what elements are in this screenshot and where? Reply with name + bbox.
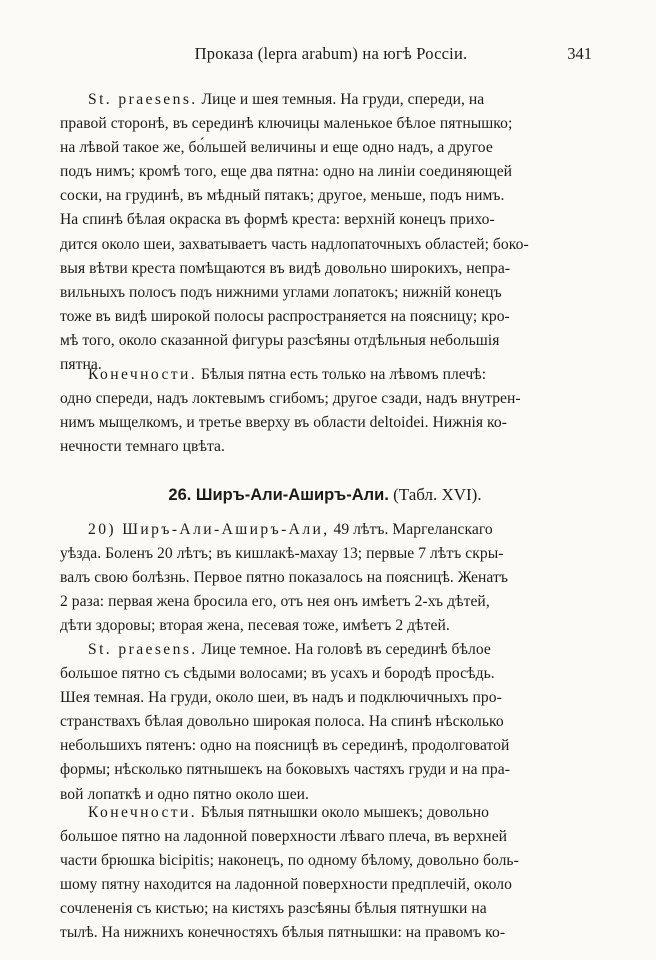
text-line: 2 раза: первая жена бросила его, отъ нея онъ имѣетъ 2-хъ дѣтей, — [60, 593, 490, 611]
line-text: Бѣлыя пятна есть только на лѣвомъ плечѣ: — [197, 366, 487, 383]
text-line: странствахъ бѣлая довольно широкая полоса. На спинѣ нѣсколько — [60, 713, 504, 731]
text-line: формы; нѣсколько пятнышекъ на боковыхъ частяхъ груди и на пра- — [60, 761, 510, 779]
text-line: большое пятно съ сѣдыми волосами; въ усахъ и бородѣ просѣдь. — [60, 665, 495, 683]
text-line: уѣзда. Боленъ 20 лѣтъ; въ кишлакѣ-махау 13; первые 7 лѣтъ скры- — [60, 545, 504, 563]
text-line: мѣ того, около сказанной фигуры разсѣяны отдѣльныя небольшія — [60, 331, 500, 349]
paragraph-status-praesens-2 — [60, 638, 590, 807]
text-line: шому пятну находится на ладонной поверхности предплечій, около — [60, 876, 512, 894]
text-line: выя вѣтви креста помѣщаются въ видѣ довольно широкихъ, непра- — [60, 259, 511, 277]
paragraph-status-praesens-1 — [60, 88, 590, 377]
text-line: тылѣ. На нижнихъ конечностяхъ бѣлыя пятнышки: на правомъ ко- — [60, 924, 506, 942]
text-line: подъ нимъ; кромѣ того, еще два пятна: одно на линіи соединяющей — [60, 163, 513, 181]
spaced-lead-text: St. praesens. — [88, 91, 198, 108]
text-line — [60, 518, 590, 542]
text-line: дится около шеи, захватываетъ часть надлопаточныхъ областей; боко- — [60, 235, 529, 253]
line-text: Бѣлыя пятнышки около мышекъ; довольно — [197, 804, 489, 821]
text-line — [60, 363, 590, 387]
text-line — [60, 88, 590, 112]
line-text: Лице темное. На головѣ въ серединѣ бѣлое — [197, 641, 491, 658]
spaced-lead-text: Конечности. — [88, 366, 198, 383]
text-line — [60, 638, 590, 662]
text-line: вильныхъ полосъ подъ нижними углами лопатокъ; нижній конецъ — [60, 283, 502, 301]
text-line: нечности темнаго цвѣта. — [60, 438, 225, 456]
spaced-lead-text: St. praesens. — [88, 641, 198, 658]
text-line: На спинѣ бѣлая окраска въ формѣ креста: верхній конецъ прихо- — [60, 211, 495, 229]
section-heading-name: 26. Ширъ-Али-Аширъ-Али. — [168, 486, 389, 504]
paragraph-extremities-2 — [60, 801, 590, 946]
section-heading-table-ref: (Табл. XVI). — [388, 485, 482, 504]
text-line: валъ свою болѣзнь. Первое пятно показалось на поясницѣ. Женатъ — [60, 569, 508, 587]
running-title: Проказа (lepra arabum) на югѣ Россіи. — [194, 44, 468, 63]
spaced-lead-text: Конечности. — [88, 804, 198, 821]
spaced-lead-text: 20) Ширъ-Али-Аширъ-Али, — [88, 521, 330, 538]
section-heading — [60, 485, 590, 505]
text-line: небольшихъ пятенъ: одно на поясницѣ въ серединѣ, продолговатой — [60, 737, 510, 755]
text-line — [60, 801, 590, 825]
text-line: тоже въ видѣ широкой полосы распространяется на поясницу; кро- — [60, 307, 510, 325]
text-line: дѣти здоровы; вторая жена, песевая тоже, имѣетъ 2 дѣтей. — [60, 617, 450, 635]
text-line: пятна. — [60, 356, 102, 374]
text-line: нимъ мыщелкомъ, и третье вверху въ области deltoidei. Нижнія ко- — [60, 414, 507, 432]
text-line: Шея темная. На груди, около шеи, въ надъ и подключичныхъ про- — [60, 689, 502, 707]
paragraph-case-history — [60, 518, 590, 638]
paragraph-extremities-1 — [60, 363, 590, 459]
text-line: правой сторонѣ, въ серединѣ ключицы маленькое бѣлое пятнышко; — [60, 115, 513, 133]
text-line: большое пятно на ладонной поверхности лѣваго плеча, въ верхней — [60, 828, 508, 846]
text-line: одно спереди, надъ локтевымъ сгибомъ; другое сзади, надъ внутрен- — [60, 390, 521, 408]
page-header — [70, 44, 592, 72]
line-text: Лице и шея темныя. На груди, спереди, на — [197, 91, 485, 108]
text-line: вой лопаткѣ и одно пятно около шеи. — [60, 785, 310, 803]
line-text: 49 лѣтъ. Маргеланскаго — [329, 521, 493, 538]
text-line: на лѣвой такое же, бо́льшей величины и еще одно надъ, а другое — [60, 139, 493, 157]
text-line: соски, на грудинѣ, въ мѣдный пятакъ; другое, меньше, подъ нимъ. — [60, 187, 505, 205]
text-line: части брюшка bicipitis; наконецъ, по одному бѣлому, довольно боль- — [60, 852, 519, 870]
text-line: сочлененія съ кистью; на кистяхъ разсѣяны бѣлыя пятнушки на — [60, 900, 487, 918]
page-number: 341 — [567, 44, 592, 63]
